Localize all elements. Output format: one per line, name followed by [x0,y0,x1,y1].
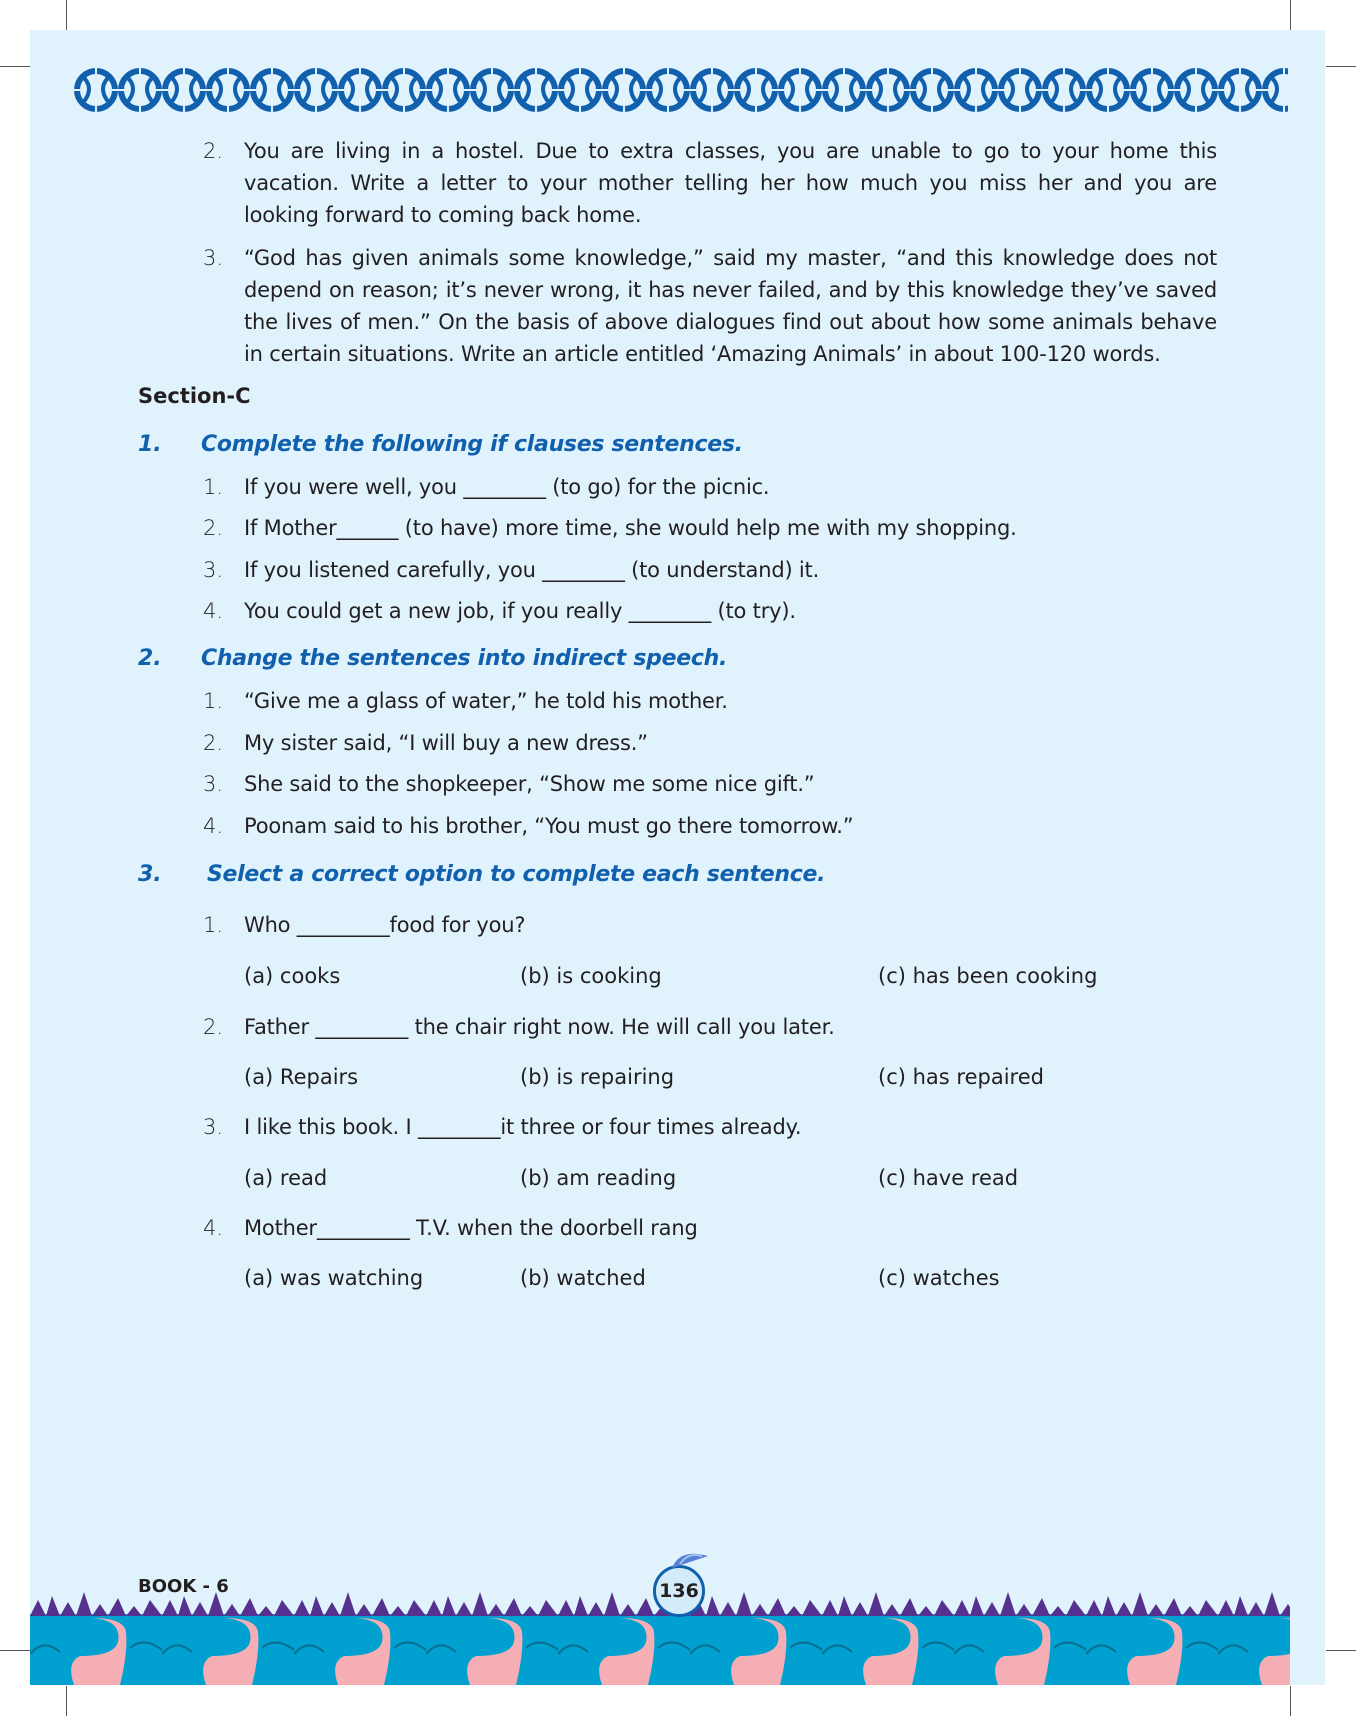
list-item: You could get a new job, if you really ________ (to try). [244,599,796,623]
item-number: 4. [203,599,224,623]
item-number: 2. [203,731,224,755]
crop-mark [66,1686,67,1716]
question-number: 3. [138,862,162,887]
list-item: Mother_________ T.V. when the doorbell rang [244,1216,698,1240]
crop-mark [0,1650,30,1651]
option-a: (a) cooks [244,964,341,988]
question-heading: Complete the following if clauses sentences. [201,432,743,457]
writing-task-2: You are living in a hostel. Due to extra classes, you are unable to go to your home this vacation. Write a letter to your mother telling her how much you miss her and you are looking forward to coming back home. [244,139,1217,227]
list-item: I like this book. I ________it three or four times already. [244,1115,802,1139]
list-item: If you were well, you ________ (to go) for the picnic. [244,475,770,499]
option-c: (c) watches [878,1266,1000,1290]
list-item: She said to the shopkeeper, “Show me some nice gift.” [244,772,815,796]
item-number: 2. [203,139,224,163]
crop-mark [1290,0,1291,30]
item-number: 3. [203,1115,224,1139]
list-item: Who _________food for you? [244,913,526,937]
list-item: Poonam said to his brother, “You must go there tomorrow.” [244,814,854,838]
writing-task-3: “God has given animals some knowledge,” said my master, “and this knowledge does not depend on reason; it’s never wrong, it has never failed, and by this knowledge they’ve saved the lives of men.” On the basis of above dialogues find out about how some animals behave in certain situations. Write an article entitled ‘Amazing Animals’ in about 100-120 words. [244,246,1217,366]
option-b: (b) is repairing [520,1065,675,1089]
crop-mark [0,66,30,67]
item-number: 4. [203,1216,224,1240]
decorative-border-pattern [74,68,1288,112]
option-c: (c) has repaired [878,1065,1044,1089]
item-number: 1. [203,689,224,713]
item-number: 1. [203,913,224,937]
option-a: (a) read [244,1166,328,1190]
option-a: (a) Repairs [244,1065,359,1089]
option-c: (c) has been cooking [878,964,1098,988]
item-number: 1. [203,475,224,499]
option-a: (a) was watching [244,1266,424,1290]
list-item: If Mother______ (to have) more time, she would help me with my shopping. [244,516,1017,540]
crop-mark [1290,1686,1291,1716]
page-number: 136 [653,1565,705,1617]
option-b: (b) watched [520,1266,646,1290]
item-number: 4. [203,814,224,838]
question-number: 1. [138,432,162,457]
question-number: 2. [138,646,162,671]
item-number: 2. [203,1015,224,1039]
list-item: If you listened carefully, you ________ (to understand) it. [244,558,820,582]
umbrella-icon [670,1548,710,1570]
option-c: (c) have read [878,1166,1019,1190]
list-item: Father _________ the chair right now. He will call you later. [244,1015,835,1039]
book-label: BOOK - 6 [138,1576,229,1597]
crop-mark [66,0,67,30]
list-item: My sister said, “I will buy a new dress.” [244,731,648,755]
question-heading: Change the sentences into indirect speech. [201,646,728,671]
crop-mark [1326,66,1356,67]
item-number: 2. [203,516,224,540]
option-b: (b) am reading [520,1166,677,1190]
section-title: Section-C [138,384,251,408]
list-item: “Give me a glass of water,” he told his mother. [244,689,728,713]
option-b: (b) is cooking [520,964,662,988]
question-heading: Select a correct option to complete each sentence. [207,862,826,887]
item-number: 3. [203,246,224,270]
item-number: 3. [203,558,224,582]
crop-mark [1326,1650,1356,1651]
item-number: 3. [203,772,224,796]
